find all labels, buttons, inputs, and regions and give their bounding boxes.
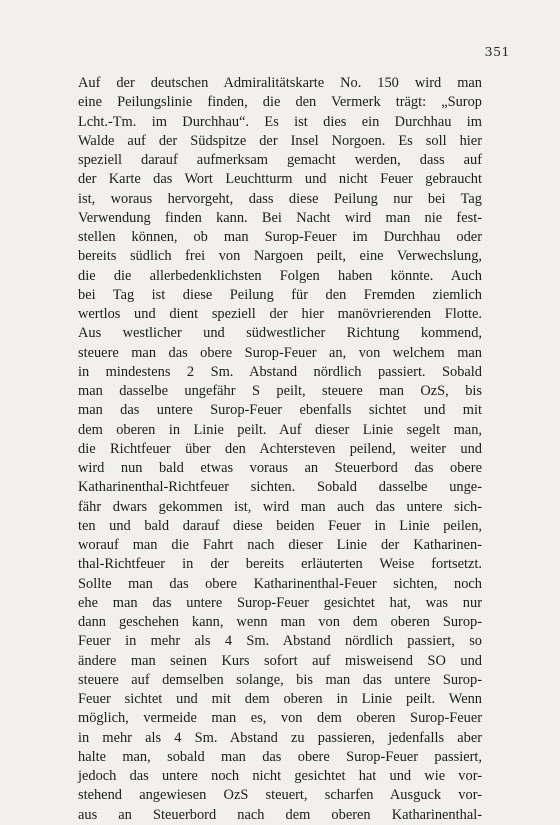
text-line: die Richtfeuer über den Achtersteven peilend, weiter und [78,440,482,457]
text-line: worauf man die Fahrt nach dieser Linie der Katharinen- [78,537,482,553]
text-line: ist, woraus hervorgeht, dass diese Peilung nur bei Tag [78,190,482,207]
text-line: aus an Steuerbord nach dem oberen Katharinenthal- [78,806,482,823]
text-line: Auf der deutschen Admiralitätskarte No. 150 wird man [78,75,482,91]
text-line: bei Tag ist diese Peilung für den Fremden ziemlich [78,286,482,303]
text-line: man das untere Surop-Feuer ebenfalls sichtet und mit [78,402,482,419]
text-line: in mindestens 2 Sm. Abstand nördlich passiert. Sobald [78,363,482,380]
text-line: dann geschehen kann, wenn man von dem oberen Surop- [78,614,482,630]
text-line: wird nun bald etwas voraus an Steuerbord das obere [78,460,482,476]
text-line: Aus westlicher und südwestlicher Richtung kommend, [78,325,482,342]
text-line: Walde auf der Südspitze der Insel Norgoen. Es soll hier [78,132,482,149]
text-line: Feuer sichtet und mit dem oberen in Linie peilt. Wenn [78,691,482,707]
page-number: 351 [484,44,510,59]
text-line: ehe man das untere Surop-Feuer gesichtet hat, was nur [78,594,482,611]
text-line: Lcht.-Tm. im Durchhau“. Es ist dies ein Durchhau im [78,113,482,130]
text-line: dem oberen in Linie peilt. Auf dieser Linie segelt man, [78,421,482,438]
text-line: steuere auf demselben solange, bis man das untere Surop- [78,671,482,688]
text-line: stellen können, ob man Surop-Feuer im Durchhau oder [78,229,482,245]
text-line: thal-Richtfeuer in der bereits erläuterten Weise fortsetzt. [78,556,482,573]
text-line: stehend angewiesen OzS steuert, scharfen Ausguck vor- [78,787,482,804]
text-line: der Karte das Wort Leuchtturm und nicht Feuer gebraucht [78,171,482,188]
text-line: wertlos und dient speziell der hier manövrierenden Flotte. [78,306,482,322]
text-line: Verwendung finden kann. Bei Nacht wird man nie fest- [78,209,482,226]
text-line: Katharinenthal-Richtfeuer sichten. Sobald dasselbe unge- [78,479,482,496]
text-line: bereits südlich frei von Nargoen peilt, eine Verwechslung, [78,248,482,265]
text-line: ten und bald darauf diese beiden Feuer in Linie peilen, [78,517,482,534]
text-line: in mehr als 4 Sm. Abstand zu passieren, jedenfalls aber [78,729,482,746]
text-line: jedoch das untere noch nicht gesichtet hat und wie vor- [78,768,482,784]
text-line: steuere man das obere Surop-Feuer an, von welchem man [78,344,482,361]
text-line: fähr dwars gekommen ist, wird man auch das untere sich- [78,498,482,515]
text-line: eine Peilungslinie finden, die den Vermerk trägt: „Surop [78,94,482,111]
text-line: die die allerbedenklichsten Folgen haben könnte. Auch [78,267,482,284]
body-text [78,74,482,825]
text-line: Feuer in mehr als 4 Sm. Abstand nördlich passiert, so [78,633,482,650]
text-line: halte man, sobald man das obere Surop-Feuer passiert, [78,748,482,765]
text-line: ändere man seinen Kurs sofort auf misweisend SO und [78,652,482,669]
text-line: möglich, vermeide man es, von dem oberen Surop-Feuer [78,710,482,727]
text-line: man dasselbe ungefähr S peilt, steuere man OzS, bis [78,383,482,399]
text-line: Sollte man das obere Katharinenthal-Feuer sichten, noch [78,575,482,592]
text-line: speziell darauf aufmerksam gemacht werden, dass auf [78,152,482,168]
